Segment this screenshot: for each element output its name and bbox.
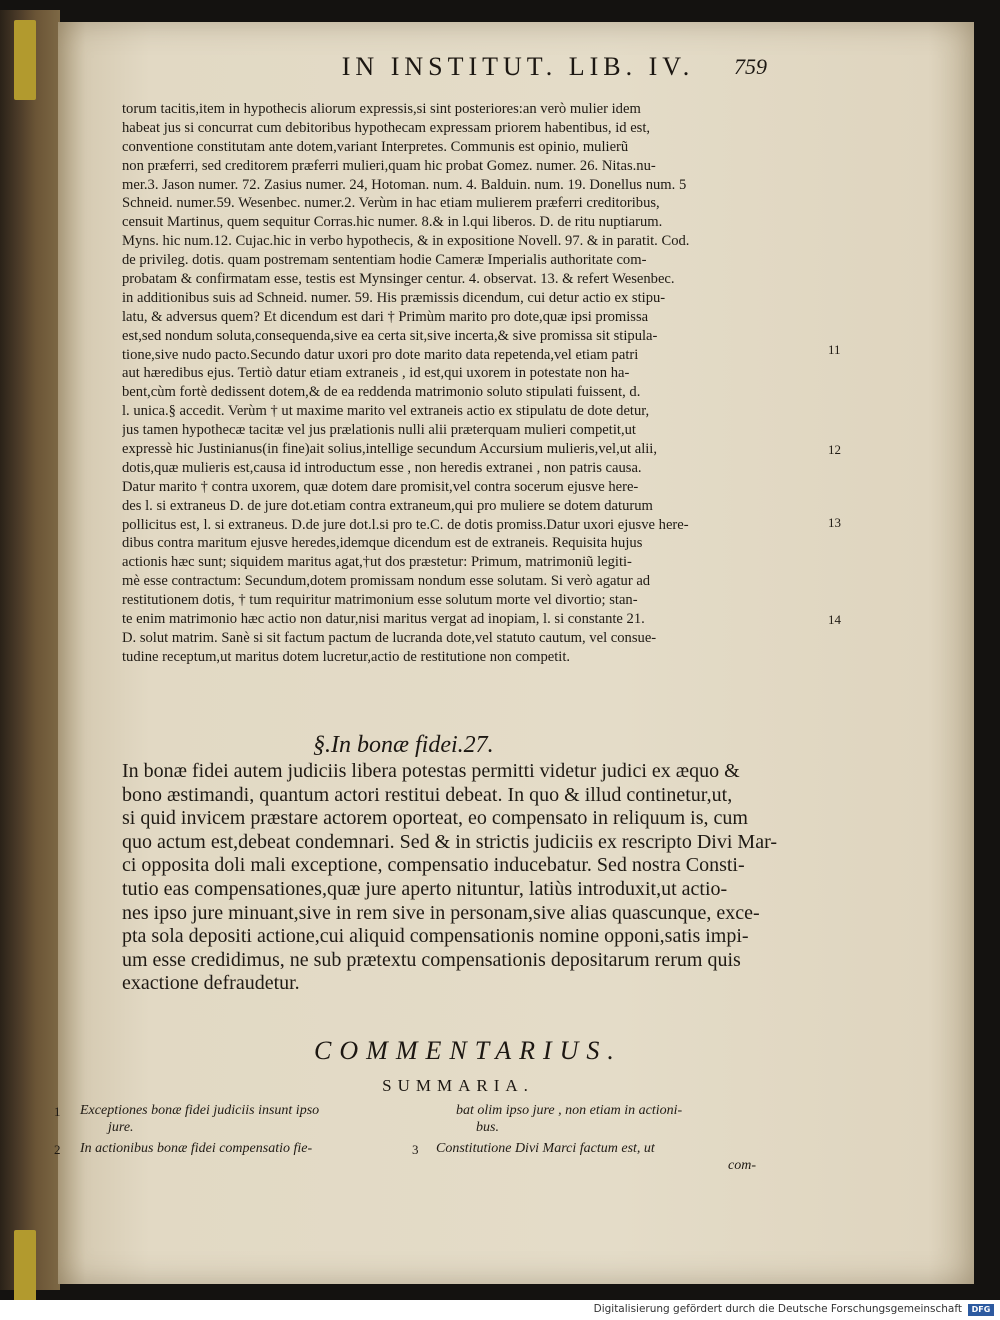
margin-number: 12 — [828, 442, 841, 457]
summary-item — [456, 1102, 776, 1136]
summary-item — [436, 1140, 776, 1174]
binding-tag — [14, 1230, 36, 1310]
text-line: latu, & adversus quem? Et dicendum est dari † Primùm marito pro dote,quæ ipsi promissa — [122, 308, 649, 325]
summary-number: 2 — [54, 1142, 61, 1157]
summary-line: bus. — [476, 1120, 499, 1135]
statute-line: pta sola depositi actione,cui aliquid compensationis nomine opponi,satis impi- — [122, 925, 749, 948]
text-line: l. unica.§ accedit. Verùm † ut maxime marito vel extraneis actio ex stipulatu de dote detur, — [122, 403, 650, 420]
summary-item — [80, 1102, 400, 1136]
footer-bar — [0, 1300, 1000, 1320]
text-line: te enim matrimonio hæc actio non datur,nisi maritus vergat ad inopiam, l. si constante 21. — [122, 611, 645, 628]
text-line: Datur marito † contra uxorem, quæ dotem dare promisit,vel contra socerum ejusve here- — [122, 478, 639, 495]
text-line: tione,sive nudo pacto.Secundo datur uxori pro dote marito data repetenda,vel etiam patri — [122, 346, 639, 363]
summary-line: In actionibus bonæ fidei compensatio fie- — [80, 1141, 313, 1156]
text-line: habeat jus si concurrat cum debitoribus hypothecam expressam priorem habentibus, id est, — [122, 119, 651, 136]
text-line: censuit Martinus, quem sequitur Corras.hic numer. 8.& in l.qui liberos. D. de ritu nuptiarum. — [122, 214, 663, 231]
text-line: restitutionem dotis, † tum requiritur matrimonium esse solutum morte vel divortio; stan- — [122, 592, 638, 609]
statute-line: um esse credidimus, ne sub prætextu compensationis depositarum rerum quis — [122, 948, 741, 971]
text-line: D. solut matrim. Sanè si sit factum pactum de lucranda dote,vel statuto cautum, vel consue- — [122, 629, 657, 646]
text-line: mer.3. Jason numer. 72. Zasius numer. 24, Hotoman. num. 4. Balduin. num. 19. Donellus num. 5 — [122, 176, 687, 193]
text-line: non præferri, sed creditorem præferri mulieri,quam hic probat Gomez. numer. 26. Nitas.nu- — [122, 157, 656, 174]
text-line: dotis,quæ mulieris est,causa id introductum esse , non heredis extranei , non patris causa. — [122, 459, 642, 476]
statute-line: nes ipso jure minuant,sive in rem sive in personam,sive alias quascunque, exce- — [122, 901, 760, 924]
text-line: bent,cùm fortè dedissent dotem,& de ea reddenda matrimonio soluto stipulati fuissent, d. — [122, 384, 641, 401]
statute-line: tutio eas compensationes,quæ jure aperto nituntur, latiùs introduxit,ut actio- — [122, 877, 728, 900]
summary-line: bat olim ipso jure , non etiam in actioni- — [456, 1103, 683, 1118]
text-line: actionis hæc sunt; siquidem maritus agat,†ut dos præstetur: Primum, matrimoniũ legiti- — [122, 554, 632, 571]
text-line: aut hæredibus ejus. Tertiò datur etiam extraneis , id est,qui uxorem in potestate non ha- — [122, 365, 630, 382]
text-line: jus tamen hypothecæ tacitæ vel jus prælationis nulli alii præterquam mulieri competit,ut — [122, 422, 636, 439]
text-line: Schneid. numer.59. Wesenbec. numer.2. Verùm in hac etiam mulierem præferri creditoribus, — [122, 195, 660, 212]
text-line: dibus contra maritum ejusve heredes,idemque dicendum est de extraneis. Requisita hujus — [122, 535, 643, 552]
statute-text — [122, 760, 802, 996]
commentary-text — [122, 100, 798, 667]
text-line: torum tacitis,item in hypothecis aliorum expressis,si sint posteriores:an verò mulier idem — [122, 101, 641, 117]
statute-line: In bonæ fidei autem judiciis libera potestas permitti videtur judici ex æquo & — [122, 760, 740, 782]
margin-number: 11 — [828, 342, 841, 357]
text-line: expressè hic Justinianus(in fine)ait solius,intellige secundum Accursium mulieris,vel,ut alii, — [122, 441, 658, 458]
book-page — [54, 22, 974, 1284]
section-heading: §.In bonæ fidei.27. — [313, 732, 494, 758]
margin-number: 14 — [828, 612, 841, 627]
binding-tag — [14, 20, 36, 100]
summary-line: jure. — [108, 1120, 134, 1135]
summary-line: Exceptiones bonæ fidei judiciis insunt ipso — [80, 1103, 320, 1118]
running-head: IN INSTITUT. LIB. IV. — [341, 52, 695, 81]
summary-number: 1 — [54, 1104, 61, 1119]
summaria-heading: SUMMARIA. — [382, 1076, 534, 1095]
summary-number: 3 — [412, 1142, 419, 1157]
text-line: tudine receptum,ut maritus dotem lucretur,actio de restitutione non competit. — [122, 648, 571, 665]
statute-line: ci opposita doli mali exceptione, compensatio inducebatur. Sed nostra Consti- — [122, 854, 745, 877]
text-line: Myns. hic num.12. Cujac.hic in verbo hypothecis, & in expositione Novell. 97. & in paratit. Cod. — [122, 233, 690, 250]
page-number: 759 — [734, 54, 767, 79]
book-binding — [0, 10, 60, 1290]
statute-line: exactione defraudetur. — [122, 972, 300, 995]
summary-item — [80, 1140, 400, 1157]
text-line: des l. si extraneus D. de jure dot.etiam contra extraneum,qui pro muliere se dotem daturum — [122, 497, 653, 514]
text-line: est,sed nondum soluta,consequenda,sive ea certa sit,sive incerta,& sive promissa sit stipula- — [122, 327, 658, 344]
summary-line: Constitutione Divi Marci factum est, ut — [436, 1141, 655, 1156]
statute-line: si quid invicem præstare actorem oporteat, eo compensato in reliquum is, cum — [122, 807, 748, 830]
summary-line: com- — [728, 1158, 756, 1173]
statute-line: bono æstimandi, quantum actori restitui debeat. In quo & illud continetur,ut, — [122, 783, 733, 806]
text-line: mè esse contractum: Secundum,dotem promissam nondum esse solutam. Si verò agatur ad — [122, 573, 651, 590]
text-line: de privileg. dotis. quam postremam sententiam hodie Cameræ Imperialis authoritate com- — [122, 252, 647, 269]
text-line: pollicitus est, l. si extraneus. D.de jure dot.l.si pro te.C. de dotis promiss.Datur uxori ejusve here- — [122, 516, 689, 533]
footer-credit: Digitalisierung gefördert durch die Deutsche Forschungsgemeinschaft — [593, 1303, 962, 1315]
text-line: probatam & confirmatam esse, testis est Mynsinger centur. 4. observat. 13. & refert Wesenbec. — [122, 271, 675, 288]
text-line: conventione constitutam ante dotem,variant Interpretes. Communis est opinio, mulierũ — [122, 138, 629, 155]
margin-number: 13 — [828, 515, 841, 530]
dfg-logo-icon: DFG — [968, 1304, 994, 1316]
statute-line: quo actum est,debeat condemnari. Sed & in strictis judiciis ex rescripto Divi Mar- — [122, 830, 777, 853]
text-line: in additionibus suis ad Schneid. numer. 59. His præmissis dicendum, cui detur actio ex stipu- — [122, 289, 666, 306]
commentarius-heading: COMMENTARIUS. — [314, 1036, 622, 1065]
